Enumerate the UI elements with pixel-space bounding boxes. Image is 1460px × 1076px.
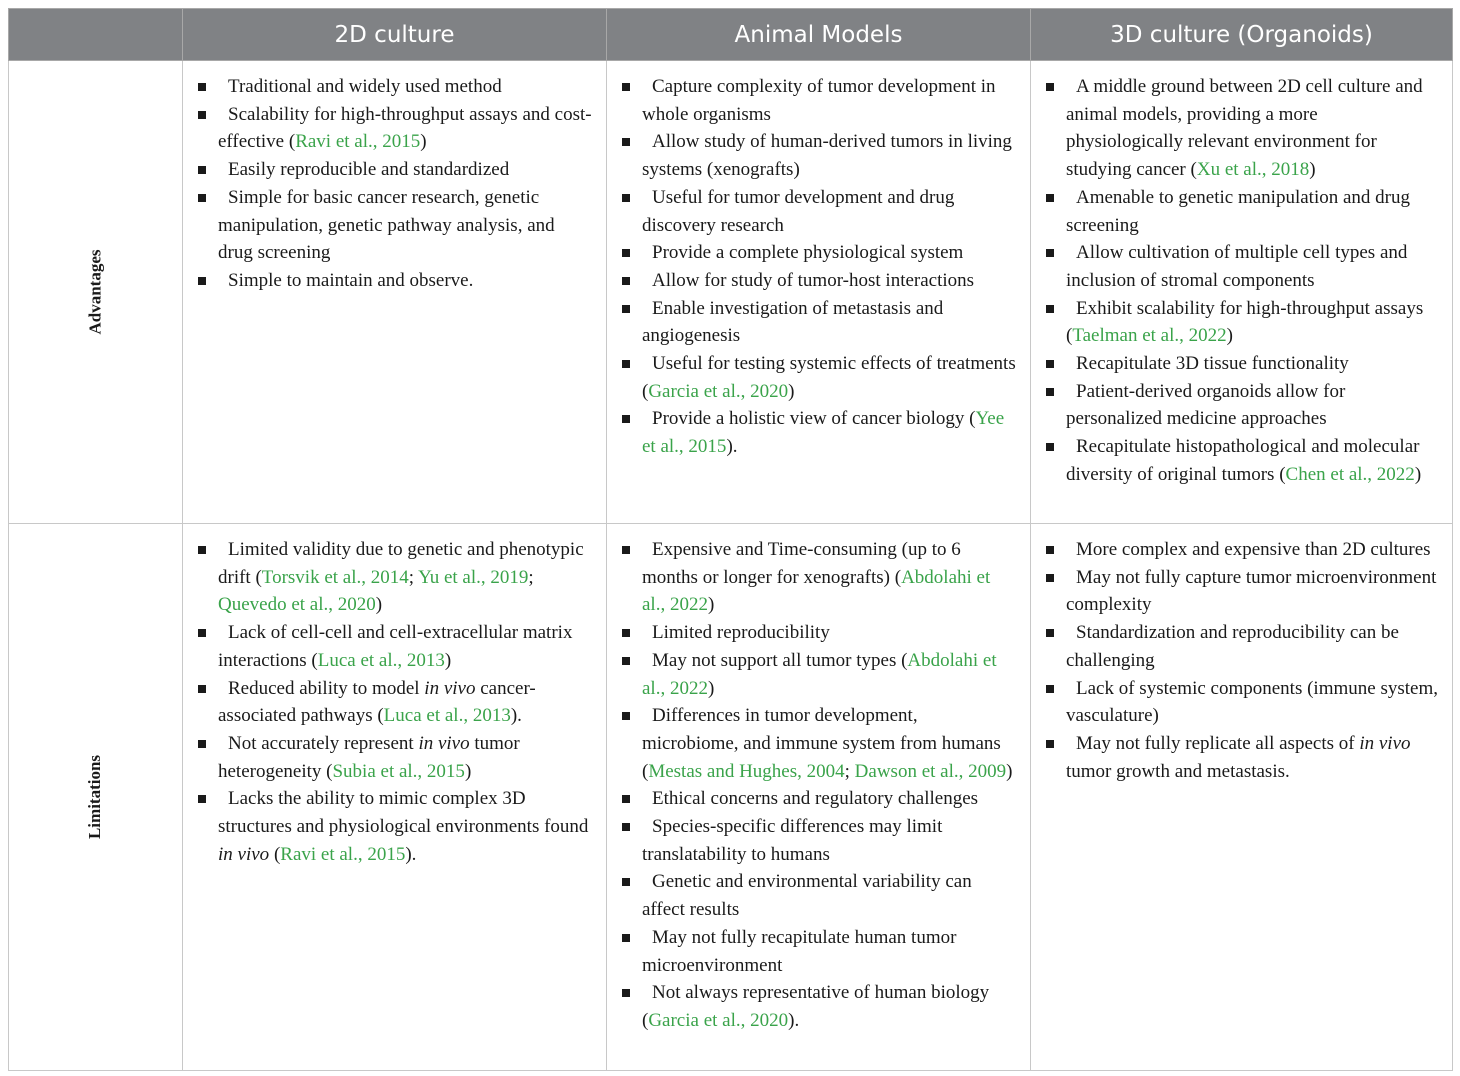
item-text xyxy=(218,788,588,864)
square-bullet-icon xyxy=(622,415,630,423)
limitations-row xyxy=(9,524,1453,1071)
citation-link[interactable]: Yu et al., 2019 xyxy=(418,566,529,588)
square-bullet-icon xyxy=(1046,443,1054,451)
list-item xyxy=(1043,433,1438,488)
item-text xyxy=(642,982,989,1031)
item-text xyxy=(642,650,997,699)
text-segment: Simple to maintain and observe. xyxy=(228,269,474,291)
list-item xyxy=(619,536,1016,619)
text-segment: Capture complexity of tumor development in whole organisms xyxy=(642,76,996,125)
item-text xyxy=(1066,678,1438,727)
square-bullet-icon xyxy=(622,138,630,146)
list-item xyxy=(195,156,592,184)
text-segment: ) xyxy=(1309,159,1316,181)
text-segment: Provide a complete physiological system xyxy=(652,242,964,264)
bullet-list xyxy=(607,61,1030,473)
cell-limitations-animal xyxy=(607,524,1031,1071)
list-item xyxy=(619,73,1016,128)
text-segment: Ethical concerns and regulatory challenges xyxy=(652,788,979,810)
item-text xyxy=(642,353,1016,402)
item-text xyxy=(642,705,1012,781)
citation-link[interactable]: Xu et al., 2018 xyxy=(1196,159,1310,181)
list-item xyxy=(619,924,1016,979)
text-segment: ) xyxy=(707,594,715,616)
text-segment: ) xyxy=(444,649,452,671)
text-segment: May not support all tumor types ( xyxy=(652,649,908,671)
list-item xyxy=(1043,730,1438,785)
list-item xyxy=(619,128,1016,183)
citation-link[interactable]: Mestas and Hughes, 2004 xyxy=(648,760,845,782)
list-item xyxy=(619,979,1016,1034)
citation-link[interactable]: Ravi et al., 2015 xyxy=(280,843,406,865)
text-segment: ). xyxy=(510,705,522,727)
item-text xyxy=(642,539,990,615)
text-segment: Standardization and reproducibility can be challenging xyxy=(1066,622,1399,671)
text-segment: Expensive and Time-consuming (up to 6 months or longer for xenografts) ( xyxy=(642,539,961,588)
item-text xyxy=(218,733,520,782)
italic-term: in vivo xyxy=(418,732,470,754)
text-segment: Allow study of human-derived tumors in living systems (xenografts) xyxy=(642,131,1012,181)
text-segment: Recapitulate 3D tissue functionality xyxy=(1076,353,1349,375)
square-bullet-icon xyxy=(198,194,206,202)
square-bullet-icon xyxy=(198,166,206,174)
text-segment: Species-specific differences may limit translatability to humans xyxy=(642,816,943,865)
citation-link[interactable]: Dawson et al., 2009 xyxy=(854,760,1007,782)
citation-link[interactable]: Abdolahi et al., 2022 xyxy=(642,566,991,616)
header-corner xyxy=(9,9,183,61)
text-segment: A middle ground between 2D cell culture and animal models, providing a more physiologically relevant environment for studying cancer ( xyxy=(1066,76,1423,181)
text-segment: ). xyxy=(788,1009,800,1031)
bullet-list xyxy=(183,524,606,880)
header-animal-models: Animal Models xyxy=(607,9,1031,61)
item-text xyxy=(642,408,1004,457)
row-label-text: Limitations xyxy=(85,754,105,840)
text-segment: Patient-derived organoids allow for personalized medicine approaches xyxy=(1066,380,1346,430)
square-bullet-icon xyxy=(622,657,630,665)
text-segment: Genetic and environmental variability can affect results xyxy=(642,871,972,921)
list-item xyxy=(619,267,1016,295)
item-text xyxy=(1066,298,1423,347)
item-text xyxy=(642,76,996,125)
text-segment: ( xyxy=(269,843,281,865)
square-bullet-icon xyxy=(198,83,206,91)
text-segment: Useful for testing systemic effects of treatments ( xyxy=(642,353,1016,402)
square-bullet-icon xyxy=(1046,249,1054,257)
item-text xyxy=(1066,539,1431,560)
item-text xyxy=(218,678,536,727)
list-item xyxy=(195,785,592,868)
text-segment: Easily reproducible and standardized xyxy=(228,159,510,181)
list-item xyxy=(195,267,592,295)
citation-link[interactable]: Yee et al., 2015 xyxy=(642,408,1005,458)
square-bullet-icon xyxy=(622,934,630,942)
cell-limitations-3d xyxy=(1031,524,1453,1071)
row-label-text: Advantages xyxy=(85,249,105,335)
text-segment: More complex and expensive than 2D cultures xyxy=(1076,539,1431,560)
list-item xyxy=(619,813,1016,868)
list-item xyxy=(195,619,592,674)
list-item xyxy=(619,295,1016,350)
item-text xyxy=(218,159,509,180)
text-segment: Lack of cell-cell and cell-extracellular matrix interactions ( xyxy=(218,622,573,671)
citation-link[interactable]: Quevedo et al., 2020 xyxy=(218,594,376,616)
list-item xyxy=(619,239,1016,267)
text-segment: ). xyxy=(726,436,738,458)
item-text xyxy=(642,816,942,865)
text-segment: Recapitulate histopathological and molecular diversity of original tumors ( xyxy=(1066,436,1420,485)
list-item xyxy=(1043,295,1438,350)
cell-limitations-2d xyxy=(183,524,607,1071)
item-text xyxy=(1066,567,1436,616)
list-item xyxy=(619,405,1016,460)
header-row xyxy=(9,9,1453,61)
list-item xyxy=(1043,184,1438,239)
text-segment: Exhibit scalability for high-throughput assays ( xyxy=(1066,297,1424,347)
row-label-limitations xyxy=(9,524,183,1071)
item-text xyxy=(1066,622,1399,671)
text-segment: ) xyxy=(1226,325,1233,347)
text-segment: Limited validity due to genetic and phenotypic drift ( xyxy=(218,539,584,588)
square-bullet-icon xyxy=(622,360,630,368)
text-segment: cancer-associated pathways ( xyxy=(218,677,536,727)
square-bullet-icon xyxy=(622,546,630,554)
text-segment: ). xyxy=(405,843,417,865)
square-bullet-icon xyxy=(198,546,206,554)
list-item xyxy=(1043,350,1438,378)
item-text xyxy=(1066,76,1423,180)
text-segment: tumor growth and metastasis. xyxy=(1066,760,1290,782)
square-bullet-icon xyxy=(1046,629,1054,637)
item-text xyxy=(642,927,956,976)
text-segment: ) xyxy=(788,380,795,402)
bullet-list xyxy=(607,524,1030,1047)
text-segment: Provide a holistic view of cancer biology ( xyxy=(652,408,976,430)
square-bullet-icon xyxy=(198,740,206,748)
item-text xyxy=(218,270,473,291)
row-label-advantages xyxy=(9,61,183,524)
list-item xyxy=(195,101,592,156)
list-item xyxy=(195,536,592,619)
text-segment: Not always representative of human biology ( xyxy=(642,982,990,1031)
square-bullet-icon xyxy=(622,629,630,637)
list-item xyxy=(1043,378,1438,433)
list-item xyxy=(619,702,1016,785)
cell-advantages-3d xyxy=(1031,61,1453,524)
text-segment: Lack of systemic components (immune system, vasculature) xyxy=(1066,677,1438,727)
text-segment: ) xyxy=(420,131,427,153)
text-segment: Simple for basic cancer research, genetic manipulation, genetic pathway analysis, and drug screening xyxy=(218,186,555,264)
square-bullet-icon xyxy=(1046,388,1054,396)
header-3d-culture: 3D culture (Organoids) xyxy=(1031,9,1453,61)
item-text xyxy=(642,131,1012,180)
italic-term: in vivo xyxy=(1359,732,1411,754)
square-bullet-icon xyxy=(1046,685,1054,693)
text-segment: ; xyxy=(408,566,419,588)
square-bullet-icon xyxy=(622,83,630,91)
comparison-table xyxy=(8,8,1453,1071)
item-text xyxy=(218,187,555,263)
square-bullet-icon xyxy=(622,989,630,997)
square-bullet-icon xyxy=(622,249,630,257)
list-item xyxy=(619,350,1016,405)
square-bullet-icon xyxy=(198,795,206,803)
header-2d-culture: 2D culture xyxy=(183,9,607,61)
square-bullet-icon xyxy=(1046,305,1054,313)
square-bullet-icon xyxy=(1046,83,1054,91)
square-bullet-icon xyxy=(198,277,206,285)
item-text xyxy=(1066,436,1421,485)
square-bullet-icon xyxy=(622,712,630,720)
item-text xyxy=(218,539,584,615)
text-segment: Scalability for high-throughput assays and cost-effective ( xyxy=(218,103,592,153)
text-segment: ) xyxy=(1006,760,1013,782)
list-item xyxy=(1043,536,1438,564)
citation-link[interactable]: Luca et al., 2013 xyxy=(317,649,445,671)
item-text xyxy=(1066,353,1349,374)
text-segment: Allow for study of tumor-host interactions xyxy=(652,269,975,291)
square-bullet-icon xyxy=(1046,194,1054,202)
italic-term: in vivo xyxy=(218,843,270,865)
text-segment: Allow cultivation of multiple cell types and inclusion of stromal components xyxy=(1066,242,1408,291)
text-segment: Lacks the ability to mimic complex 3D structures and physiological environments found xyxy=(218,788,589,838)
text-segment: Enable investigation of metastasis and angiogenesis xyxy=(642,297,944,347)
square-bullet-icon xyxy=(1046,740,1054,748)
square-bullet-icon xyxy=(622,305,630,313)
citation-link[interactable]: Subia et al., 2015 xyxy=(332,760,465,782)
text-segment: Differences in tumor development, microbiome, and immune system from humans ( xyxy=(642,705,1001,782)
square-bullet-icon xyxy=(622,277,630,285)
cell-advantages-2d xyxy=(183,61,607,524)
text-segment: Limited reproducibility xyxy=(652,622,830,644)
text-segment: Amenable to genetic manipulation and drug screening xyxy=(1066,186,1410,236)
bullet-list xyxy=(1031,61,1452,501)
list-item xyxy=(1043,675,1438,730)
citation-link[interactable]: Garcia et al., 2020 xyxy=(648,1009,789,1031)
item-text xyxy=(642,298,943,347)
text-segment: ; xyxy=(528,566,534,588)
citation-link[interactable]: Garcia et al., 2020 xyxy=(648,380,789,402)
item-text xyxy=(1066,733,1411,782)
square-bullet-icon xyxy=(198,685,206,693)
item-text xyxy=(218,622,572,671)
text-segment: May not fully replicate all aspects of xyxy=(1076,732,1360,754)
item-text xyxy=(218,76,502,97)
item-text xyxy=(1066,187,1410,236)
item-text xyxy=(642,871,972,920)
citation-link[interactable]: Taelman et al., 2022 xyxy=(1072,325,1227,347)
list-item xyxy=(195,184,592,267)
text-segment: Useful for tumor development and drug discovery research xyxy=(642,186,955,236)
text-segment: Reduced ability to model xyxy=(228,677,425,699)
item-text xyxy=(642,788,978,809)
list-item xyxy=(619,785,1016,813)
square-bullet-icon xyxy=(198,629,206,637)
item-text xyxy=(1066,242,1407,291)
square-bullet-icon xyxy=(622,194,630,202)
item-text xyxy=(642,187,954,236)
text-segment: May not fully recapitulate human tumor microenvironment xyxy=(642,926,957,976)
list-item xyxy=(195,675,592,730)
bullet-list xyxy=(1031,524,1452,797)
item-text xyxy=(642,270,974,291)
text-segment: ) xyxy=(707,677,715,699)
citation-link[interactable]: Luca et al., 2013 xyxy=(383,705,511,727)
square-bullet-icon xyxy=(1046,574,1054,582)
cell-advantages-animal xyxy=(607,61,1031,524)
item-text xyxy=(642,622,830,643)
item-text xyxy=(218,104,592,153)
text-segment: May not fully capture tumor microenvironment complexity xyxy=(1066,566,1437,616)
advantages-row xyxy=(9,61,1453,524)
text-segment: ) xyxy=(375,594,383,616)
list-item xyxy=(1043,239,1438,294)
list-item xyxy=(1043,73,1438,184)
list-item xyxy=(1043,564,1438,619)
list-item xyxy=(1043,619,1438,674)
square-bullet-icon xyxy=(198,111,206,119)
square-bullet-icon xyxy=(622,795,630,803)
list-item xyxy=(195,73,592,101)
citation-link[interactable]: Abdolahi et al., 2022 xyxy=(642,649,997,699)
text-segment: Not accurately represent xyxy=(228,732,419,754)
bullet-list xyxy=(183,61,606,307)
text-segment: ) xyxy=(1414,463,1422,485)
list-item xyxy=(195,730,592,785)
square-bullet-icon xyxy=(1046,360,1054,368)
text-segment: ) xyxy=(464,760,472,782)
text-segment: tumor heterogeneity ( xyxy=(218,732,520,782)
citation-link[interactable]: Torsvik et al., 2014 xyxy=(261,566,409,588)
list-item xyxy=(619,184,1016,239)
square-bullet-icon xyxy=(1046,546,1054,554)
text-segment: ; xyxy=(844,760,855,782)
item-text xyxy=(642,242,963,263)
square-bullet-icon xyxy=(622,823,630,831)
text-segment: Traditional and widely used method xyxy=(228,76,502,97)
item-text xyxy=(1066,381,1345,430)
citation-link[interactable]: Chen et al., 2022 xyxy=(1285,463,1415,485)
list-item xyxy=(619,868,1016,923)
square-bullet-icon xyxy=(622,878,630,886)
citation-link[interactable]: Ravi et al., 2015 xyxy=(295,131,421,153)
italic-term: in vivo xyxy=(424,677,476,699)
list-item xyxy=(619,619,1016,647)
list-item xyxy=(619,647,1016,702)
